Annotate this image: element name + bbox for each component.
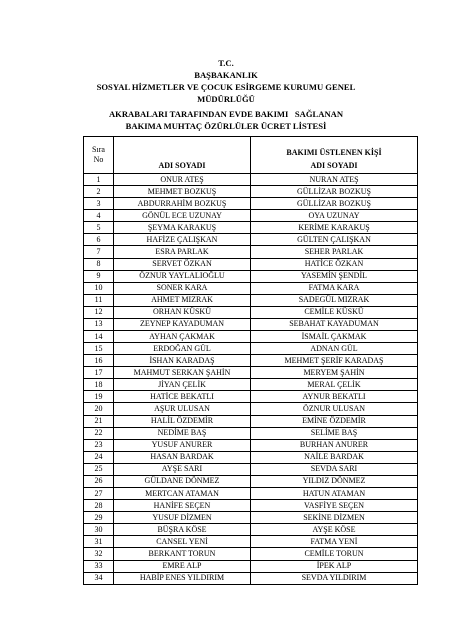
table-row <box>84 512 418 524</box>
beneficiary-table <box>83 136 418 585</box>
row-caregiver: MEHMET ŞERİF KARADAŞ <box>251 355 418 367</box>
document-subheading <box>0 108 452 132</box>
row-name: ABDURRAHİM BOZKUŞ <box>114 198 251 210</box>
table-row <box>84 282 418 294</box>
row-caregiver: AYŞE KÖSE <box>251 524 418 536</box>
row-caregiver: KERİME KARAKUŞ <box>251 222 418 234</box>
row-number: 9 <box>84 270 114 282</box>
table-header-row <box>84 137 418 174</box>
row-name: HABİP ENES YILDIRIM <box>114 572 251 584</box>
column-header-name-label: ADI SOYADI <box>158 161 206 170</box>
row-number: 21 <box>84 415 114 427</box>
table-row <box>84 343 418 355</box>
table-row <box>84 246 418 258</box>
table-row <box>84 572 418 584</box>
row-number: 10 <box>84 282 114 294</box>
row-caregiver: HATUN ATAMAN <box>251 488 418 500</box>
row-caregiver: CEMİLE TORUN <box>251 548 418 560</box>
table-row <box>84 331 418 343</box>
column-header-caregiver-line1: BAKIMI ÜSTLENEN KİŞİ <box>286 148 382 157</box>
row-name: EMRE ALP <box>114 560 251 572</box>
row-number: 7 <box>84 246 114 258</box>
row-name: HALİL ÖZDEMİR <box>114 415 251 427</box>
row-caregiver: VASFİYE SEÇEN <box>251 500 418 512</box>
column-header-no-line2: No <box>93 155 104 164</box>
table-row <box>84 415 418 427</box>
row-name: ESRA PARLAK <box>114 246 251 258</box>
row-number: 14 <box>84 331 114 343</box>
subheading-line-2: BAKIMA MUHTAÇ ÖZÜRLÜLER ÜCRET LİSTESİ <box>125 121 327 131</box>
header-ministry: BAŞBAKANLIK <box>194 70 258 80</box>
subheading-line-1: AKRABALARI TARAFINDAN EVDE BAKIMI SAĞLANAN <box>108 109 344 119</box>
row-number: 18 <box>84 379 114 391</box>
row-number: 8 <box>84 258 114 270</box>
table-row <box>84 536 418 548</box>
row-caregiver: SADEGÜL MIZRAK <box>251 294 418 306</box>
row-number: 26 <box>84 475 114 487</box>
table-row <box>84 222 418 234</box>
row-caregiver: SEVDA SARI <box>251 463 418 475</box>
table-row <box>84 488 418 500</box>
row-caregiver: GÜLLİZAR BOZKUŞ <box>251 198 418 210</box>
header-agency: SOSYAL HİZMETLER VE ÇOCUK ESİRGEME KURUMU GENEL <box>96 82 356 92</box>
table-row <box>84 355 418 367</box>
row-number: 34 <box>84 572 114 584</box>
row-name: MAHMUT SERKAN ŞAHİN <box>114 367 251 379</box>
row-caregiver: CEMİLE KÜSKÜ <box>251 306 418 318</box>
table-row <box>84 306 418 318</box>
row-caregiver: NURAN ATEŞ <box>251 174 418 186</box>
row-caregiver: MERYEM ŞAHİN <box>251 367 418 379</box>
table-row <box>84 198 418 210</box>
table-row <box>84 258 418 270</box>
table-row <box>84 379 418 391</box>
row-caregiver: SEKİNE DİZMEN <box>251 512 418 524</box>
table-row <box>84 463 418 475</box>
row-name: AHMET MIZRAK <box>114 294 251 306</box>
row-caregiver: ÖZNUR ULUSAN <box>251 403 418 415</box>
table-row <box>84 391 418 403</box>
row-name: YUSUF ANURER <box>114 439 251 451</box>
table-row <box>84 427 418 439</box>
table-row <box>84 318 418 330</box>
row-caregiver: ADNAN GÜL <box>251 343 418 355</box>
row-number: 28 <box>84 500 114 512</box>
row-number: 5 <box>84 222 114 234</box>
table-row <box>84 367 418 379</box>
table-row <box>84 548 418 560</box>
row-name: BERKANT TORUN <box>114 548 251 560</box>
row-name: ÖZNUR YAYLALIOĞLU <box>114 270 251 282</box>
table-row <box>84 186 418 198</box>
row-number: 1 <box>84 174 114 186</box>
row-name: ORHAN KÜSKÜ <box>114 306 251 318</box>
row-name: NEDİME BAŞ <box>114 427 251 439</box>
row-name: HASAN BARDAK <box>114 451 251 463</box>
row-caregiver: GÜLTEN ÇALIŞKAN <box>251 234 418 246</box>
row-name: JİYAN ÇELİK <box>114 379 251 391</box>
column-header-no-line1: Sıra <box>92 145 105 154</box>
row-name: MERTCAN ATAMAN <box>114 488 251 500</box>
row-name: İSHAN KARADAŞ <box>114 355 251 367</box>
row-caregiver: HATİCE ÖZKAN <box>251 258 418 270</box>
row-name: AYHAN ÇAKMAK <box>114 331 251 343</box>
row-number: 29 <box>84 512 114 524</box>
row-number: 6 <box>84 234 114 246</box>
row-number: 23 <box>84 439 114 451</box>
row-name: SONER KARA <box>114 282 251 294</box>
table-row <box>84 270 418 282</box>
column-header-caregiver <box>251 137 418 174</box>
row-caregiver: MERAL ÇELİK <box>251 379 418 391</box>
row-number: 31 <box>84 536 114 548</box>
row-number: 30 <box>84 524 114 536</box>
row-caregiver: FATMA KARA <box>251 282 418 294</box>
row-number: 16 <box>84 355 114 367</box>
row-caregiver: GÜLLİZAR BOZKUŞ <box>251 186 418 198</box>
row-caregiver: YASEMİN ŞENDİL <box>251 270 418 282</box>
row-name: AYŞE SARI <box>114 463 251 475</box>
row-name: MEHMET BOZKUŞ <box>114 186 251 198</box>
row-number: 32 <box>84 548 114 560</box>
row-number: 4 <box>84 210 114 222</box>
row-name: ONUR ATEŞ <box>114 174 251 186</box>
row-number: 25 <box>84 463 114 475</box>
row-number: 22 <box>84 427 114 439</box>
row-caregiver: FATMA YENİ <box>251 536 418 548</box>
row-caregiver: BURHAN ANURER <box>251 439 418 451</box>
table-body <box>84 174 418 585</box>
row-number: 11 <box>84 294 114 306</box>
table-row <box>84 210 418 222</box>
column-header-caregiver-line2: ADI SOYADI <box>310 161 358 170</box>
table-row <box>84 403 418 415</box>
row-name: AŞUR ULUSAN <box>114 403 251 415</box>
row-number: 12 <box>84 306 114 318</box>
row-name: BÜŞRA KÖSE <box>114 524 251 536</box>
row-number: 15 <box>84 343 114 355</box>
row-name: ŞEYMA KARAKUŞ <box>114 222 251 234</box>
row-caregiver: YILDIZ DÖNMEZ <box>251 475 418 487</box>
table-row <box>84 451 418 463</box>
row-name: CANSEL YENİ <box>114 536 251 548</box>
row-caregiver: SELİME BAŞ <box>251 427 418 439</box>
row-number: 24 <box>84 451 114 463</box>
table-row <box>84 174 418 186</box>
row-caregiver: EMİNE ÖZDEMİR <box>251 415 418 427</box>
row-name: SERVET ÖZKAN <box>114 258 251 270</box>
row-caregiver: İPEK ALP <box>251 560 418 572</box>
row-number: 13 <box>84 318 114 330</box>
row-number: 19 <box>84 391 114 403</box>
row-caregiver: NAİLE BARDAK <box>251 451 418 463</box>
row-name: HAFİZE ÇALIŞKAN <box>114 234 251 246</box>
table-row <box>84 475 418 487</box>
row-caregiver: SEHER PARLAK <box>251 246 418 258</box>
row-name: YUSUF DİZMEN <box>114 512 251 524</box>
row-name: HANİFE SEÇEN <box>114 500 251 512</box>
row-caregiver: OYA UZUNAY <box>251 210 418 222</box>
row-number: 33 <box>84 560 114 572</box>
row-name: ZEYNEP KAYADUMAN <box>114 318 251 330</box>
row-caregiver: SEVDA YILDIRIM <box>251 572 418 584</box>
table-row <box>84 294 418 306</box>
row-number: 20 <box>84 403 114 415</box>
row-caregiver: İSMAİL ÇAKMAK <box>251 331 418 343</box>
table-row <box>84 524 418 536</box>
table-row <box>84 560 418 572</box>
header-directorate: MÜDÜRLÜĞÜ <box>197 94 255 104</box>
document-header <box>0 57 452 105</box>
column-header-no <box>84 137 114 174</box>
column-header-name <box>114 137 251 174</box>
row-number: 27 <box>84 488 114 500</box>
row-caregiver: SEBAHAT KAYADUMAN <box>251 318 418 330</box>
row-name: HATİCE BEKATLI <box>114 391 251 403</box>
row-name: GÜLDANE DÖNMEZ <box>114 475 251 487</box>
table-row <box>84 439 418 451</box>
table-row <box>84 234 418 246</box>
header-tc: T.C. <box>218 58 234 68</box>
table-row <box>84 500 418 512</box>
row-caregiver: AYNUR BEKATLI <box>251 391 418 403</box>
row-name: ERDOĞAN GÜL <box>114 343 251 355</box>
row-name: GÖNÜL ECE UZUNAY <box>114 210 251 222</box>
row-number: 3 <box>84 198 114 210</box>
row-number: 17 <box>84 367 114 379</box>
row-number: 2 <box>84 186 114 198</box>
